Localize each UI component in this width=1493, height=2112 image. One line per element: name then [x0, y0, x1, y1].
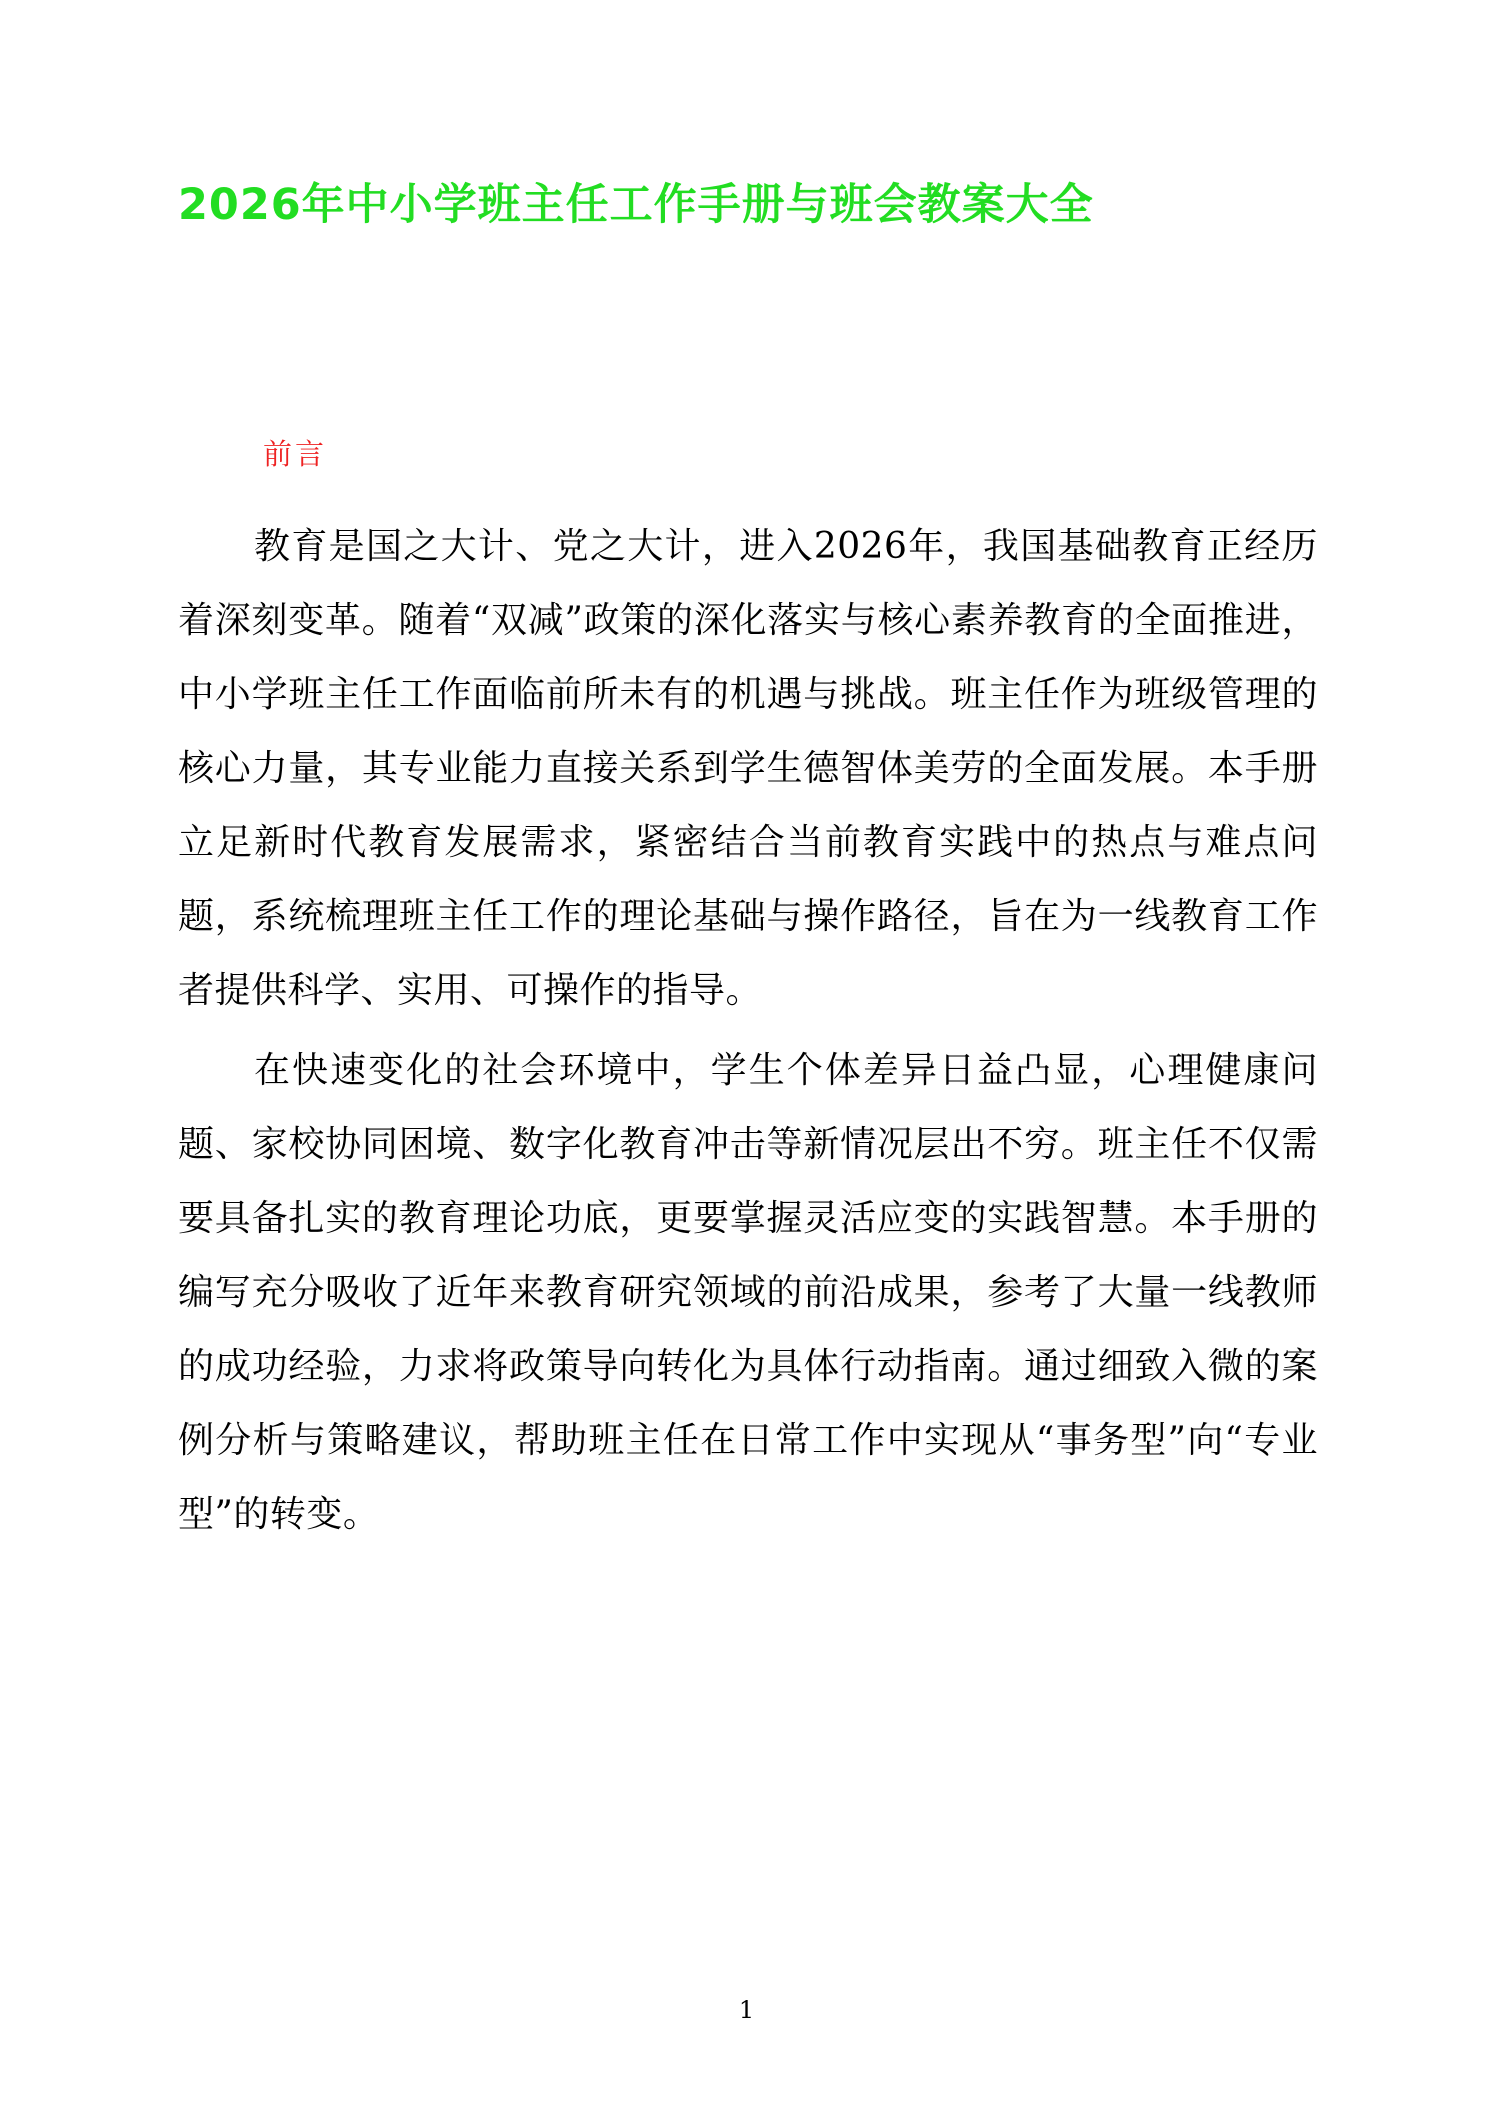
section-heading-preface: 前言: [263, 437, 328, 471]
page-title: 2026年中小学班主任工作手册与班会教案大全: [178, 180, 1094, 230]
body-content: [178, 510, 1318, 1558]
paragraph: 教育是国之大计、党之大计，进入2026年，我国基础教育正经历着深刻变革。随着“双减”政策的深化落实与核心素养教育的全面推进，中小学班主任工作面临前所未有的机遇与挑战。班主任作为班级管理的核心力量，其专业能力直接关系到学生德智体美劳的全面发展。本手册立足新时代教育发展需求，紧密结合当前教育实践中的热点与难点问题，系统梳理班主任工作的理论基础与操作路径，旨在为一线教育工作者提供科学、实用、可操作的指导。: [178, 526, 1318, 1011]
page-number: 1: [738, 1996, 755, 2024]
paragraph: 在快速变化的社会环境中，学生个体差异日益凸显，心理健康问题、家校协同困境、数字化教育冲击等新情况层出不穷。班主任不仅需要具备扎实的教育理论功底，更要掌握灵活应变的实践智慧。本手册的编写充分吸收了近年来教育研究领域的前沿成果，参考了大量一线教师的成功经验，力求将政策导向转化为具体行动指南。通过细致入微的案例分析与策略建议，帮助班主任在日常工作中实现从“事务型”向“专业型”的转变。: [178, 1050, 1318, 1535]
